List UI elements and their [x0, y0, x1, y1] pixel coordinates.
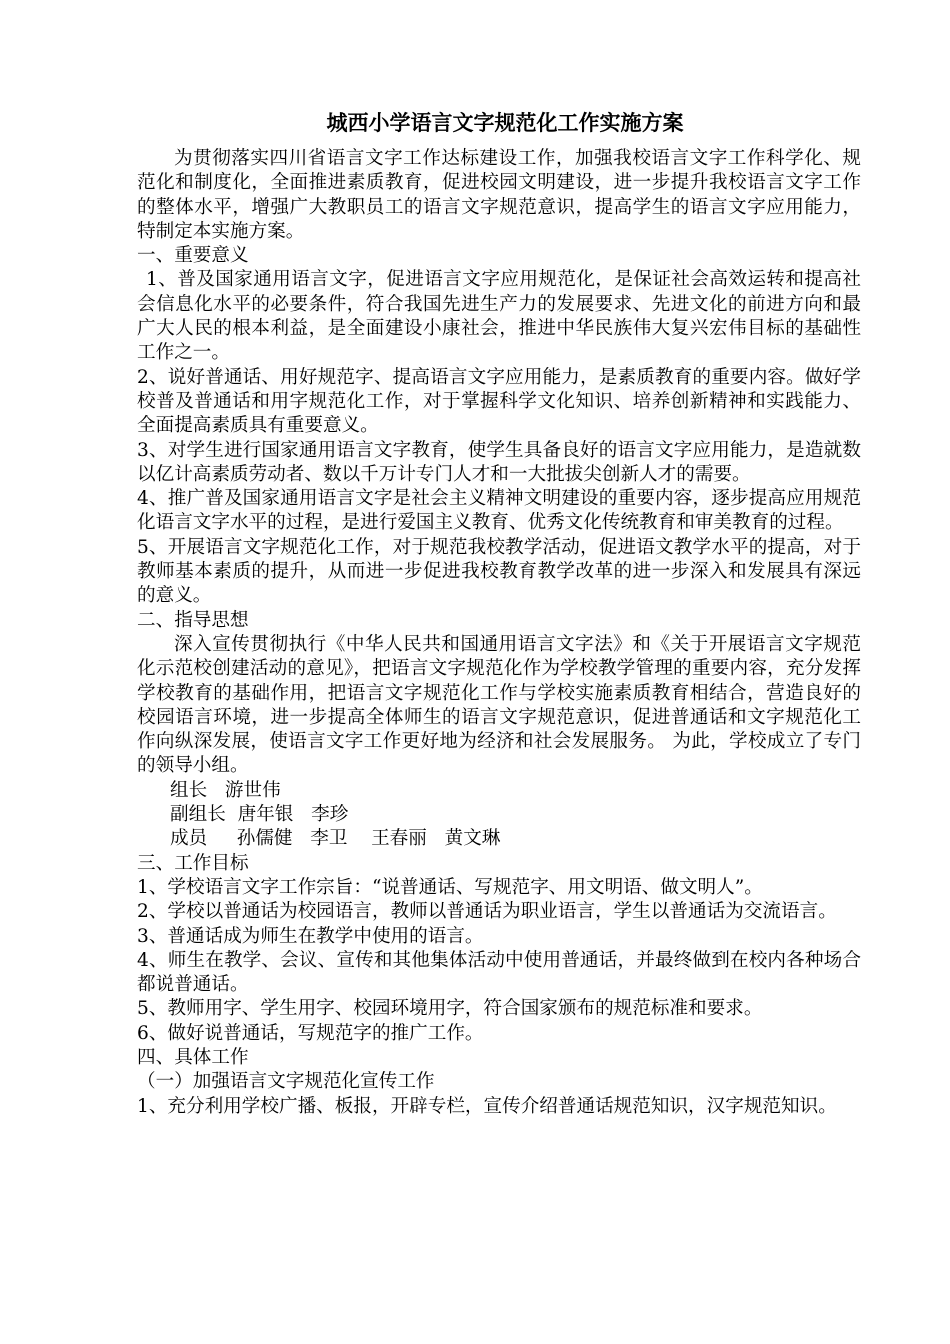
section-3-item: 6、做好说普通话，写规范字的推广工作。 — [137, 1022, 484, 1044]
section-3-heading: 三、工作目标 — [137, 852, 249, 874]
group-deputy: 副组长 唐年银 李珍 — [170, 804, 349, 826]
section-3-item: 3、普通话成为师生在教学中使用的语言。 — [137, 925, 484, 947]
section-1-heading: 一、重要意义 — [137, 245, 249, 267]
section-4-item: 1、充分利用学校广播、板报，开辟专栏，宣传介绍普通话规范知识，汉字规范知识。 — [137, 1095, 837, 1117]
document-body — [137, 147, 861, 1119]
section-2-paragraph: 深入宣传贯彻执行《中华人民共和国通用语言文字法》和《关于开展语言文字规范化示范校创建活动的意见》，把语言文字规范化作为学校教学管理的重要内容，充分发挥学校教育的基础作用，把语言文字规范化工作与学校实施素质教育相结合，营造良好的校园语言环境，进一步提高全体师生的语言文字规范意识，促进普通话和文字规范化工作向纵深发展，使语言文字工作更好地为经济和社会发展服务。 为此，学校成立了专门的领导小组。 — [137, 633, 861, 777]
section-3-item: 5、教师用字、学生用字、校园环境用字，符合国家颁布的规范标准和要求。 — [137, 998, 763, 1020]
section-1-item: 1、普及国家通用语言文字，促进语言文字应用规范化，是保证社会高效运转和提高社会信息化水平的必要条件，符合我国先进生产力的发展要求、先进文化的前进方向和最广大人民的根本利益，是全面建设小康社会，推进中华民族伟大复兴宏伟目标的基础性工作之一。 — [137, 269, 861, 364]
section-4-heading: 四、具体工作 — [137, 1046, 249, 1068]
section-1-item: 2、说好普通话、用好规范字、提高语言文字应用能力，是素质教育的重要内容。做好学校普及普通话和用字规范化工作，对于掌握科学文化知识、培养创新精神和实践能力、全面提高素质具有重要意义。 — [137, 366, 861, 437]
section-2-heading: 二、指导思想 — [137, 609, 249, 631]
document-title: 城西小学语言文字规范化工作实施方案 — [326, 110, 684, 135]
section-1-item: 4、推广普及国家通用语言文字是社会主义精神文明建设的重要内容，逐步提高应用规范化语言文字水平的过程，是进行爱国主义教育、优秀文化传统教育和审美教育的过程。 — [137, 488, 861, 534]
section-4-subheading: （一）加强语言文字规范化宣传工作 — [137, 1071, 435, 1093]
section-3-item: 2、学校以普通话为校园语言，教师以普通话为职业语言，学生以普通话为交流语言。 — [137, 901, 837, 923]
section-1-item: 5、开展语言文字规范化工作，对于规范我校教学活动，促进语文教学水平的提高，对于教师基本素质的提升，从而进一步促进我校教育教学改革的进一步深入和发展具有深远的意义。 — [137, 536, 861, 607]
intro-paragraph: 为贯彻落实四川省语言文字工作达标建设工作，加强我校语言文字工作科学化、规范化和制度化，全面推进素质教育，促进校园文明建设，进一步提升我校语言文字工作的整体水平，增强广大教职员工的语言文字规范意识，提高学生的语言文字应用能力，特制定本实施方案。 — [137, 148, 861, 242]
group-leader: 组长 游世伟 — [170, 779, 281, 801]
group-members: 成员 孙儒健 李卫 王春丽 黄文琳 — [170, 828, 501, 850]
section-1-item: 3、对学生进行国家通用语言文字教育，使学生具备良好的语言文字应用能力，是造就数以亿计高素质劳动者、数以千万计专门人才和一大批拔尖创新人才的需要。 — [137, 439, 861, 485]
section-3-item: 1、学校语言文字工作宗旨：“说普通话、写规范字、用文明语、做文明人”。 — [137, 876, 763, 898]
section-3-item: 4、师生在教学、会议、宣传和其他集体活动中使用普通话，并最终做到在校内各种场合都说普通话。 — [137, 949, 861, 996]
